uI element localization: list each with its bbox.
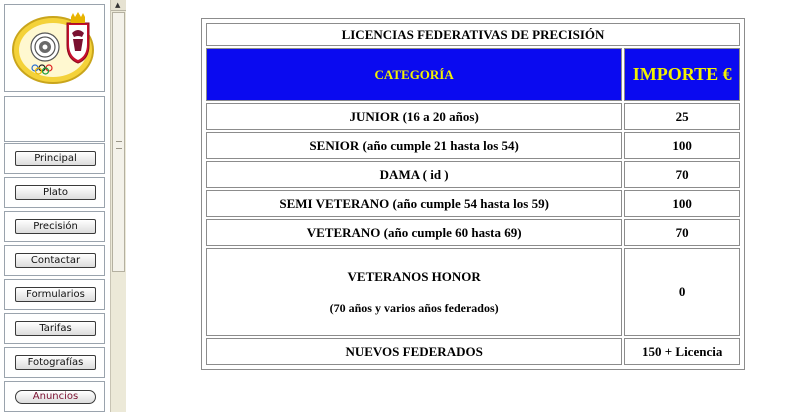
nav-cell-plato [4,177,105,208]
category-cell: VETERANO (año cumple 60 hasta 69) [206,219,622,246]
amount-cell: 0 [624,248,740,336]
grip-icon [116,141,122,149]
scrollbar-thumb[interactable] [112,12,125,272]
amount-cell: 70 [624,219,740,246]
arrow-up-icon: ▲ [115,1,121,9]
plato-button[interactable]: Plato [15,185,96,200]
vertical-scrollbar[interactable] [110,0,126,412]
category-cell: SENIOR (año cumple 21 hasta los 54) [206,132,622,159]
tarifas-button[interactable]: Tarifas [15,321,96,336]
amount-cell: 70 [624,161,740,188]
amount-cell: 25 [624,103,740,130]
table-row [206,161,740,188]
category-cell: NUEVOS FEDERADOS [206,338,622,365]
nav-cell-anuncios [4,381,105,412]
table-row [206,219,740,246]
category-note: (70 años y varios años federados) [329,300,499,315]
logo-box [4,4,105,92]
table-row [206,103,740,130]
scroll-up-button[interactable] [111,0,126,11]
category-cell: SEMI VETERANO (año cumple 54 hasta los 59) [206,190,622,217]
table-title-row [206,23,740,46]
nav-cell-tarifas [4,313,105,344]
amount-cell: 100 [624,190,740,217]
nav-cell-principal [4,143,105,174]
anuncios-button[interactable]: Anuncios [15,390,96,404]
category-cell: JUNIOR (16 a 20 años) [206,103,622,130]
amount-cell: 150 + Licencia [624,338,740,365]
fotografias-button[interactable]: Fotografías [15,355,96,370]
principal-button[interactable]: Principal [15,151,96,166]
federation-logo[interactable] [5,5,104,91]
nav-cell-fotografias [4,347,105,378]
precision-button[interactable]: Precisión [15,219,96,234]
nav-cell-precision [4,211,105,242]
table-header-row [206,48,740,101]
nav-cell-contactar [4,245,105,276]
category-cell: DAMA ( id ) [206,161,622,188]
category-cell [206,248,622,336]
blank-panel [4,96,105,142]
amount-header: IMPORTE € [624,48,740,101]
table-row [206,132,740,159]
licenses-table [204,21,742,367]
category-name: VETERANOS HONOR [347,268,481,284]
amount-cell: 100 [624,132,740,159]
licenses-table-frame [201,18,745,370]
category-header: CATEGORÍA [206,48,622,101]
contactar-button[interactable]: Contactar [15,253,96,268]
table-title: LICENCIAS FEDERATIVAS DE PRECISIÓN [206,23,740,46]
formularios-button[interactable]: Formularios [15,287,96,302]
table-row [206,190,740,217]
nav-cell-formularios [4,279,105,310]
sidebar [0,0,110,412]
table-row [206,338,740,365]
table-row [206,248,740,336]
